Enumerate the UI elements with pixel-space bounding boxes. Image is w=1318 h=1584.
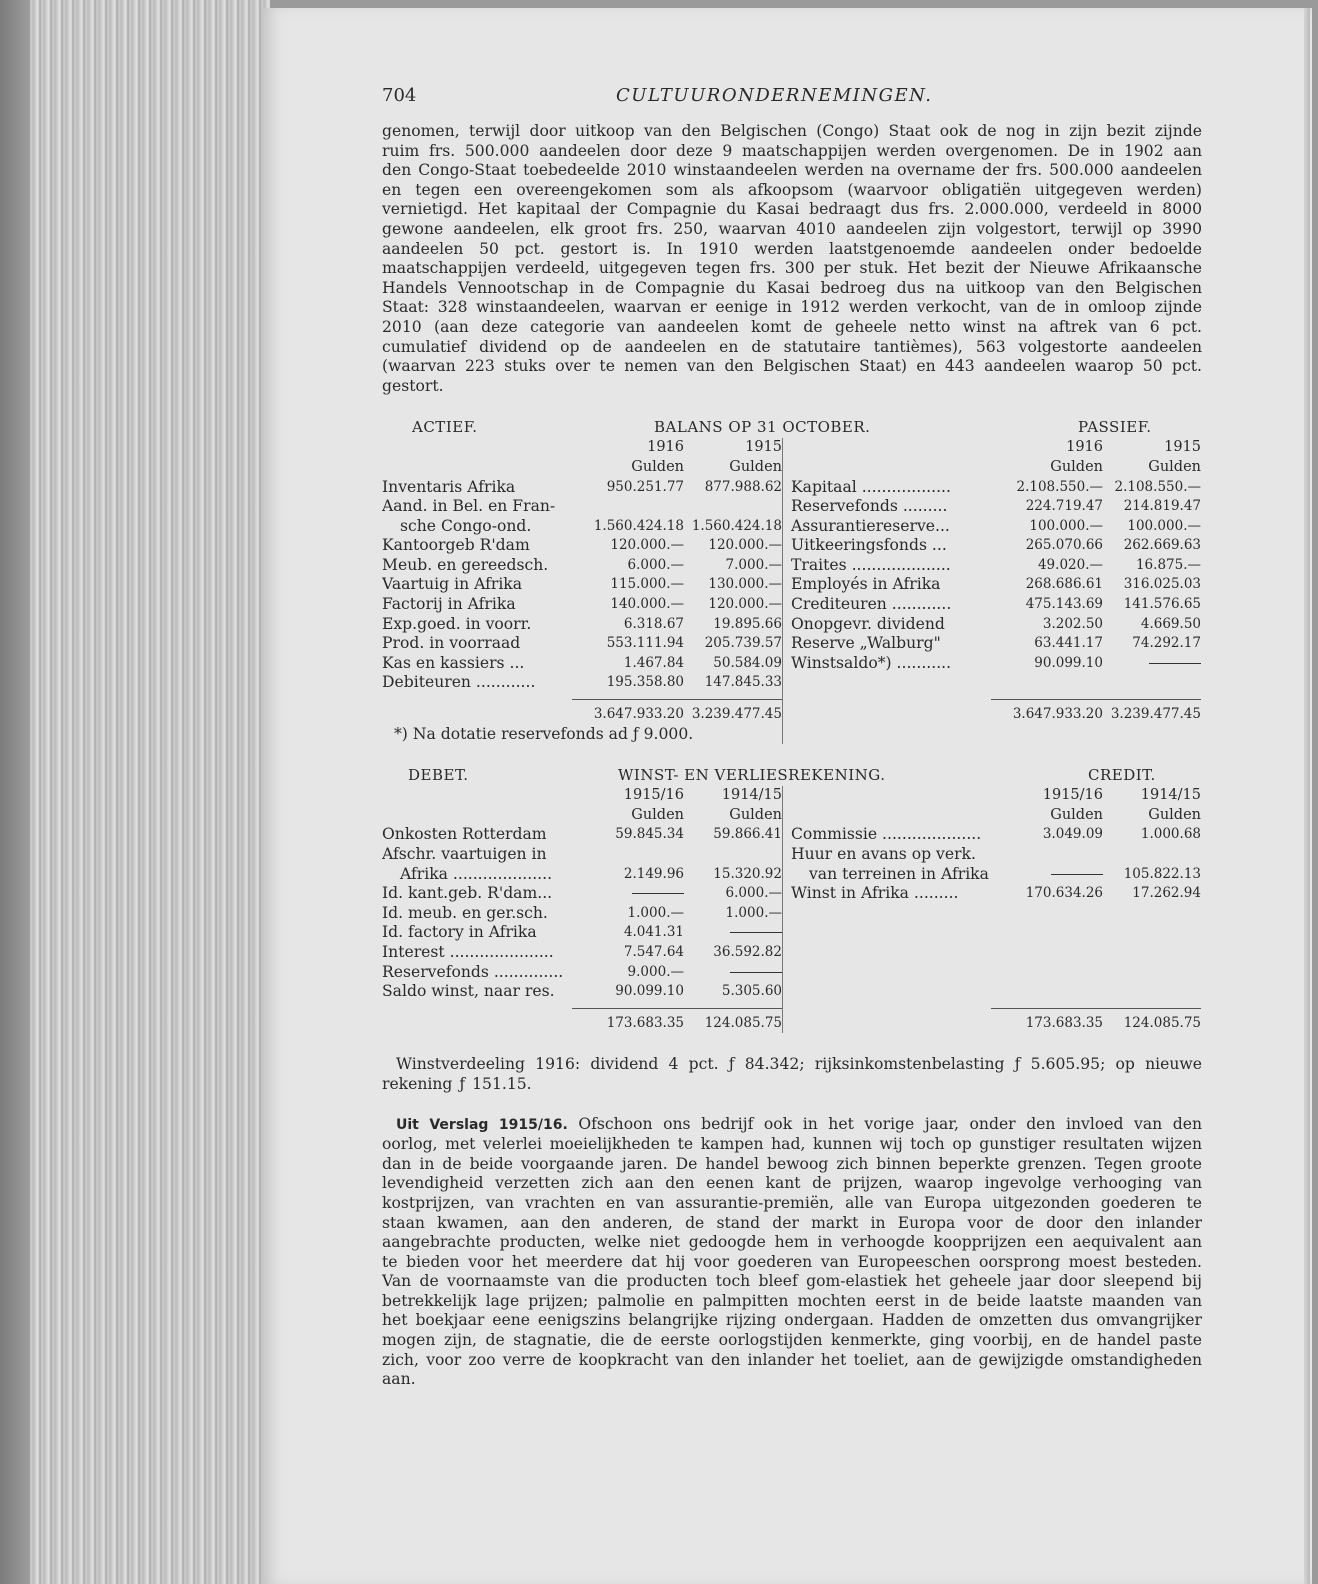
row-label: Kas en kassiers ... [382,653,525,672]
row-label: Kapitaal .................. [791,477,951,496]
row-value: 1.000.— [627,904,684,921]
row-value: 3.202.50 [1042,615,1103,632]
row-value: 63.441.17 [1034,635,1103,652]
credit-total-1914-15: 124.085.75 [1123,1014,1201,1031]
row-label: Huur en avans op verk. [791,845,976,863]
col-unit: Gulden [631,458,684,475]
row-label: Commissie .................... [791,825,982,844]
winst-verlies-table [382,786,1202,1033]
col-year-1916: 1916 [1066,439,1103,456]
ledger-row [382,963,782,983]
ledger-row [791,845,1201,865]
row-label: Reservefonds ......... [791,497,948,516]
row-value: 120.000.— [708,596,782,613]
row-value: 50.584.09 [713,654,782,671]
row-value: 1.560.424.18 [691,517,782,534]
running-head [382,86,1202,122]
ledger-row [382,923,782,943]
row-label: sche Congo-ond. [400,516,532,535]
row-value: 115.000.— [610,576,684,593]
row-label: Onkosten Rotterdam [382,825,547,844]
winstverdeeling-paragraph: Winstverdeeling 1916: dividend 4 pct. ƒ 84.342; rijksinkomstenbelasting ƒ 5.605.95; op nieuwe rekening ƒ 151.15. [382,1055,1202,1093]
row-value: 59.845.34 [615,826,684,843]
row-label: Exp.goed. in voorr. [382,614,532,633]
row-value: 4.669.50 [1140,615,1201,632]
row-label: Inventaris Afrika [382,477,516,496]
page-right-edge [1304,8,1310,1584]
row-label: Prod. in voorraad [382,634,521,653]
col-unit: Gulden [631,806,684,823]
row-value [1103,654,1201,674]
row-value: 15.320.92 [713,865,782,882]
row-value: 90.099.10 [1034,654,1103,671]
running-title: CULTUURONDERNEMINGEN. [616,85,933,106]
page-number: 704 [382,85,417,106]
row-value: 265.070.66 [1025,537,1103,554]
row-value: 1.000.68 [1140,826,1201,843]
balans-title: BALANS OP 31 OCTOBER. [654,418,871,437]
ledger-row [791,595,1201,615]
row-value: 6.000.— [725,885,782,902]
col-year-1914-15: 1914/15 [721,787,782,804]
ledger-row [382,634,782,654]
row-value: 2.108.550.— [1114,478,1201,495]
row-value: 4.041.31 [623,924,684,941]
row-value: 140.000.— [610,596,684,613]
row-value: 950.251.77 [606,478,684,495]
row-label: Saldo winst, naar res. [382,982,555,1001]
ledger-row [382,982,782,1002]
row-value [1011,865,1103,885]
credit-total-1915-16: 173.683.35 [1025,1014,1103,1031]
intro-paragraph: genomen, terwijl door uitkoop van den Belgischen (Congo) Staat ook de nog in zijn bezit zijnde ruim frs. 500.000 aandeelen door deze 9 maatschappijen werden overgenomen. De in 1902 aan den Congo-Staat toebedeelde 2010 winstaandeelen werden na overname der frs. 500.000 aandeelen en tegen een overeengekomen som als afkoopsom (waarvoor obligatiën uitgegeven werden) vernietigd. Het kapitaal der Compagnie du Kasai bedraagt dus frs. 2.000.000, verdeeld in 8000 gewone aandeelen, elk groot frs. 250, waarvan 4010 aandeelen zijn volgestort, terwijl op 3990 aandeelen 50 pct. gestort is. In 1910 werden laatstgenoemde aandeelen onder bedoelde maatschappijen verdeeld, uitgegeven tegen frs. 300 per stuk. Het bezit der Nieuwe Afrikaansche Handels Vennootschap in de Compagnie du Kasai bedroeg dus na uitkoop van den Belgischen Staat: 328 winstaandeelen, waarvan er eenige in 1912 werden verkocht, van de in omloop zijnde 2010 (aan deze categorie van aandeelen komt de geheele netto winst na aftrek van 6 pct. cumulatief dividend op de aandeelen en de statutaire tantièmes), 563 volgestorte aandeelen (waarvan 223 stuks over te nemen van den Belgischen Staat) en 443 aandeelen waarop 50 pct. gestort. [382,122,1202,395]
row-value: 130.000.— [708,576,782,593]
row-label: Id. kant.geb. R'dam... [382,884,553,903]
actief-total-1915: 3.239.477.45 [691,706,782,723]
row-label: Winst in Afrika ......... [791,884,959,903]
passief-total-1915: 3.239.477.45 [1110,706,1201,723]
row-value: 7.547.64 [623,943,684,960]
dash-rule [632,893,684,894]
row-value: 1.000.— [725,904,782,921]
row-value: 170.634.26 [1025,885,1103,902]
row-value: 19.895.66 [713,615,782,632]
dash-rule [1149,663,1201,664]
row-value [684,923,782,943]
row-label: Id. meub. en ger.sch. [382,903,548,922]
col-year-1915-16: 1915/16 [1042,787,1103,804]
row-label: Uitkeeringsfonds ... [791,536,947,555]
row-value: 2.149.96 [623,865,684,882]
ledger-row [791,536,1201,556]
actief-heading: ACTIEF. [412,418,478,437]
row-value: 1.467.84 [623,654,684,671]
winst-headings [382,766,1202,786]
ledger-row [382,943,782,963]
row-value [592,884,684,904]
row-label: Reserve „Walburg" [791,634,941,653]
col-year-1915: 1915 [745,439,782,456]
passief-total-1916: 3.647.933.20 [1012,706,1103,723]
passief-heading: PASSIEF. [1078,418,1152,437]
col-year-1915-16: 1915/16 [623,787,684,804]
ledger-row [791,825,1201,845]
row-label: Id. factory in Afrika [382,923,537,942]
row-label: Employés in Afrika [791,575,941,594]
row-label: Debiteuren ............ [382,673,536,692]
verslag-text: Ofschoon ons bedrijf ook in het vorige jaar, onder den invloed van den oorlog, met velerlei moeielijkheden te kampen had, kunnen wij toch op gunstiger resultaten wijzen dan in de beide voorgaande jaren. De handel bewoog zich binnen beperkte grenzen. Tegen groote levendigheid verzetten zich aan den eenen kant de prijzen, waarop ingevolge verhooging van kostprijzen, van vrachten en van assurantie-premiën, alle van Europa uitgezonden goederen te staan kwamen, aan den anderen, de stand der markt in Europa voor de door den inlander aangebrachte producten, welke niet gedoogde hem in verhoogde koopprijzen een aequivalent aan te bieden voor het meerdere dat hij voor goederen van Europeeschen oorsprong moest besteden. Van de voornaamste van die producten toch bleef gom-elastiek het geheele jaar door sleepend bij betrekkelijk lage prijzen; palmolie en palmpitten mochten eerst in de beide laatste maanden van het boekjaar eene eenigszins belangrijke rijzing ondergaan. Hadden de omzetten dus omvangrijker mogen zijn, de stagnatie, die de eerste oorlogstijden kenmerkte, ging voorbij, en de handel paste zich, voor zoo verre de koopkracht van den inlander het toeliet, aan de gewijzigde omstandigheden aan. [382,1114,1202,1389]
ledger-row [382,845,782,865]
row-value: 16.875.— [1135,556,1201,573]
row-label: Afrika .................... [400,864,553,883]
row-value: 1.560.424.18 [593,517,684,534]
col-unit: Gulden [1148,458,1201,475]
row-label: Factorij in Afrika [382,595,516,614]
balans-footnote: *) Na dotatie reservefonds ad ƒ 9.000. [394,724,694,743]
row-value: 74.292.17 [1132,635,1201,652]
row-label: Crediteuren ............ [791,595,952,614]
row-value: 105.822.13 [1123,865,1201,882]
row-value: 49.020.— [1037,556,1103,573]
balans-headings [382,418,1202,438]
col-unit: Gulden [729,458,782,475]
verslag-paragraph [382,1115,1202,1390]
ledger-row [382,556,782,576]
col-unit: Gulden [729,806,782,823]
ledger-row [382,673,782,693]
book-page-edges [0,0,270,1584]
col-year-1915: 1915 [1164,439,1201,456]
row-label: Traites .................... [791,555,951,574]
row-value [684,497,782,517]
row-value: 9.000.— [627,963,684,980]
ledger-row [791,865,1201,885]
row-value: 5.305.60 [721,983,782,1000]
ledger-row [382,825,782,845]
row-value: 195.358.80 [606,674,684,691]
ledger-row [382,904,782,924]
row-value: 6.318.67 [623,615,684,632]
col-unit: Gulden [1050,806,1103,823]
row-value: 90.099.10 [615,983,684,1000]
row-label: Reservefonds .............. [382,962,564,981]
row-value [1011,845,1103,865]
row-value: 205.739.57 [704,635,782,652]
ledger-row [382,884,782,904]
ledger-row [382,865,782,885]
row-label: Winstsaldo*) ........... [791,653,952,672]
row-value: 147.845.33 [704,674,782,691]
ledger-row [791,634,1201,654]
page-content [382,86,1202,1390]
row-value [1103,845,1201,865]
debet-column [382,786,782,1033]
ledger-row [791,478,1201,498]
ledger-row [791,497,1201,517]
row-value [592,845,684,865]
row-value: 17.262.94 [1132,885,1201,902]
row-value [684,845,782,865]
ledger-row [382,575,782,595]
ledger-row [791,884,1201,904]
actief-total-1916: 3.647.933.20 [593,706,684,723]
ledger-row [382,654,782,674]
row-value: 224.719.47 [1025,498,1103,515]
row-label: Kantoorgeb R'dam [382,536,530,555]
row-value: 59.866.41 [713,826,782,843]
dash-rule [1051,874,1103,875]
row-value: 141.576.65 [1123,596,1201,613]
winst-title: WINST- EN VERLIESREKENING. [618,766,886,785]
debet-heading: DEBET. [408,766,469,785]
dash-rule [730,972,782,973]
row-label: Assurantiereserve... [791,516,950,535]
actief-column [382,438,782,744]
debet-total-1914-15: 124.085.75 [704,1014,782,1031]
balans-table [382,438,1202,744]
ledger-row [382,517,782,537]
row-label: Meub. en gereedsch. [382,555,549,574]
ledger-row [791,556,1201,576]
row-label: Vaartuig in Afrika [382,575,523,594]
row-value [592,497,684,517]
row-value: 36.592.82 [713,943,782,960]
credit-heading: CREDIT. [1088,766,1156,785]
row-value: 7.000.— [725,556,782,573]
row-value: 100.000.— [1127,517,1201,534]
row-label: van terreinen in Afrika [809,864,989,883]
ledger-row [791,517,1201,537]
row-value: 268.686.61 [1025,576,1103,593]
ledger-row [382,595,782,615]
ledger-row [791,654,1201,674]
dash-rule [730,932,782,933]
row-value: 120.000.— [708,537,782,554]
debet-total-1915-16: 173.683.35 [606,1014,684,1031]
row-label: Onopgevr. dividend [791,614,945,633]
ledger-row [382,497,782,517]
row-label: Aand. in Bel. en Fran- [382,497,556,516]
ledger-row [791,615,1201,635]
row-value: 475.143.69 [1025,596,1103,613]
row-value: 100.000.— [1029,517,1103,534]
row-value: 120.000.— [610,537,684,554]
row-label: Interest ..................... [382,942,554,961]
passief-column [782,438,1201,744]
credit-column [782,786,1201,1033]
row-value: 214.819.47 [1123,498,1201,515]
row-value: 316.025.03 [1123,576,1201,593]
col-year-1916: 1916 [647,439,684,456]
row-value: 6.000.— [627,556,684,573]
col-unit: Gulden [1050,458,1103,475]
ledger-row [382,478,782,498]
col-unit: Gulden [1148,806,1201,823]
ledger-row [382,615,782,635]
row-value [684,963,782,983]
row-value: 553.111.94 [606,635,684,652]
row-value: 262.669.63 [1123,537,1201,554]
ledger-row [382,536,782,556]
row-value: 877.988.62 [704,478,782,495]
col-year-1914-15: 1914/15 [1140,787,1201,804]
verslag-lead: Uit Verslag 1915/16. [396,1116,568,1133]
ledger-row [791,575,1201,595]
row-label: Afschr. vaartuigen in [382,845,547,863]
row-value: 3.049.09 [1042,826,1103,843]
row-value: 2.108.550.— [1016,478,1103,495]
